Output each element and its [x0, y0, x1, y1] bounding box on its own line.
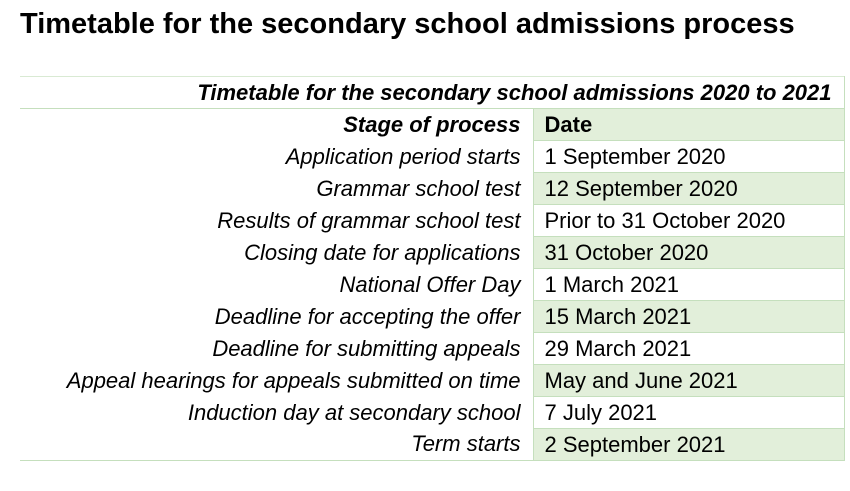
date-cell: Prior to 31 October 2020	[533, 205, 844, 237]
date-cell: 29 March 2021	[533, 333, 844, 365]
date-cell: 2 September 2021	[533, 429, 844, 461]
table-caption-row	[20, 77, 844, 109]
table-row	[20, 141, 844, 173]
table-caption: Timetable for the secondary school admissions 2020 to 2021	[20, 77, 844, 109]
date-cell: 15 March 2021	[533, 301, 844, 333]
stage-cell: Appeal hearings for appeals submitted on time	[66, 367, 521, 393]
date-cell: 1 March 2021	[533, 269, 844, 301]
page-title: Timetable for the secondary school admissions process	[20, 8, 795, 40]
table-row	[20, 301, 844, 333]
date-cell: May and June 2021	[533, 365, 844, 397]
table-row	[20, 365, 844, 397]
table-row	[20, 205, 844, 237]
stage-column-header: Stage of process	[343, 111, 521, 137]
date-cell: 31 October 2020	[533, 237, 844, 269]
table-header-row	[20, 109, 844, 141]
stage-cell: Grammar school test	[316, 175, 521, 201]
date-column-header: Date	[533, 109, 844, 141]
stage-cell: Application period starts	[285, 143, 521, 169]
table-row	[20, 173, 844, 205]
table-row	[20, 429, 844, 461]
stage-cell: National Offer Day	[339, 271, 521, 297]
stage-cell: Term starts	[20, 429, 533, 461]
stage-cell: Induction day at secondary school	[187, 399, 521, 425]
table-row	[20, 237, 844, 269]
admissions-timetable	[20, 76, 845, 461]
table-row	[20, 333, 844, 365]
stage-cell: Deadline for submitting appeals	[212, 335, 521, 361]
table-row	[20, 269, 844, 301]
stage-cell: Closing date for applications	[244, 239, 521, 265]
table-row	[20, 397, 844, 429]
date-cell: 12 September 2020	[533, 173, 844, 205]
stage-cell: Deadline for accepting the offer	[214, 303, 521, 329]
stage-cell: Results of grammar school test	[217, 207, 521, 233]
date-cell: 7 July 2021	[533, 397, 844, 429]
date-cell: 1 September 2020	[533, 141, 844, 173]
